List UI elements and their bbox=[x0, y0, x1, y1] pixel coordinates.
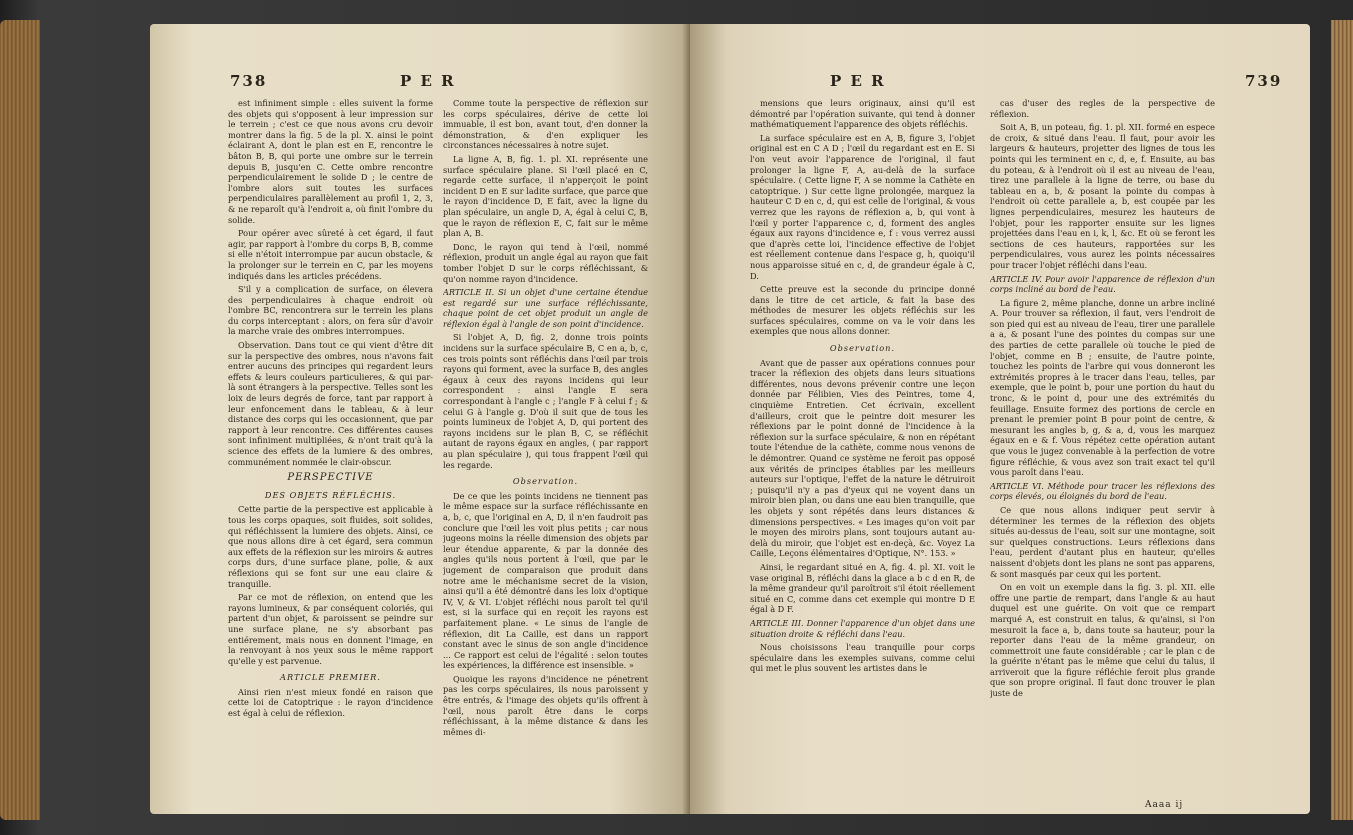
paragraph: Si l'objet A, D, fig. 2, donne trois points incidens sur la surface spéculaire B, C en a, b, c, ces trois points sont réfléchis dans l'œil par trois rayons qui forment, avec la surface B, des angles égaux à ceux des rayons incidens qui leur correspondent : ainsi l'angle E sera correspondant à l'angle c ; l'angle F à celui f ; & celui G à l'angle g. D'où il suit que de tous les points lumineux de l'objet A, D, qui portent des rayons incidens sur le plan B, C, se réfléchit autant de rayons égaux en angles, ( par rapport au plan spéculaire ), qui tous frappent l'œil qui les regarde. bbox=[443, 332, 648, 470]
paragraph: Pour opérer avec sûreté à cet égard, il faut agir, par rapport à l'ombre du corps B, B, comme si elle n'étoit interrompue par aucun obstacle, & la prolonger sur le terrein en C, par les moyens indiqués dans les articles précédens. bbox=[228, 228, 433, 281]
left-page bbox=[150, 24, 690, 814]
section-subheading: DES OBJETS RÉFLÉCHIS. bbox=[264, 489, 397, 500]
paragraph: Avant que de passer aux opérations connues pour tracer la réflexion des objets dans leurs situations différentes, nous devons prévenir contre une leçon donnée par Félibien, Vies des Peintres, tome 4, cinquième Entretien. Cet écrivain, excellent d'ailleurs, croit que le peintre doit mesurer les réflexions par le point donné de l'incidence à la réflexion sur la surface spéculaire, & non en répétant toute l'étendue de la cathète, comme nous venons de le démontrer. Quand ce système ne feroit pas opposé aux vérités de principes établies par les meilleurs auteurs sur l'optique, l'effet de la nature le détruiroit ; puisqu'il n'y a pas d'yeux qui ne voyent dans un miroir bien plan, ou dans une eau bien tranquille, que les objets y sont répétés dans leurs distances & dimensions perspectives. « Les images qu'on voit par le moyen des miroirs plans, sont toujours autant au-delà du miroir, que l'objet est en-deçà, &c. Voyez La Caille, Leçons élémentaires d'Optique, N°. 153. » bbox=[750, 357, 975, 559]
article-heading: ARTICLE VI. Méthode pour tracer les réflexions des corps élevés, ou éloignés du bord de l'eau. bbox=[990, 480, 1215, 502]
paragraph: Par ce mot de réflexion, on entend que les rayons lumineux, & par conséquent coloriés, qui partent d'un objet, & paroissent se peindre sur une surface plane, ne s'y absorbant pas entiérement, mais nous en donnent l'image, en la renvoyant à nos yeux sous le même rapport qu'elle y est parvenue. bbox=[228, 592, 433, 666]
paragraph: Ainsi rien n'est mieux fondé en raison que cette loi de Catoptrique : le rayon d'incidence est égal à celui de réflexion. bbox=[228, 686, 433, 719]
paragraph: La figure 2, même planche, donne un arbre incliné A. Pour trouver sa réflexion, il faut, vers l'endroit de son pied qui est au niveau de l'eau, tirer une parallele a a, & posant l'une des pointes du compas sur une des parties de cette parallele où touche le pied de l'objet, comme en B ; ensuite, de l'autre pointe, touchez les points de l'arbre qui vous donneront les extrémités propres à le tracer dans l'eau, telles, par exemple, que le point b, pour une portion du haut du tronc, & le point d, pour une des extrémités du feuillage. Ensuite formez des portions de cercle en prenant le premier point B pour point de centre, & mesurant les angles b, g, & a, d, vous les marquez égaux en e & f. Vous répétez cette opération autant que vous le jugez convenable à la perfection de votre figure réfléchie, & vous avez son trait exact tel qu'il vous paroît dans l'eau. bbox=[990, 297, 1215, 478]
paragraph: Comme toute la perspective de réflexion sur les corps spéculaires, dérive de cette loi immuable, il est bon, avant tout, d'en donner la démonstration, & d'en expliquer les circonstances nécessaires à notre sujet. bbox=[443, 98, 648, 151]
article-heading: ARTICLE PREMIER. bbox=[280, 672, 381, 683]
paragraph: Soit A, B, un poteau, fig. 1. pl. XII. formé en espece de croix, & situé dans l'eau. Il faut, pour avoir les largeurs & hauteurs, projetter des lignes de tous les points qui les terminent en c, d, e, f. Ensuite, au bas du poteau, & à l'endroit où il est au niveau de l'eau, tirez une parallele à la ligne de terre, ou base du tableau en a, b, & posant la pointe du compas à l'endroit où cette parallele a, b, est coupée par les lignes perpendiculaires, mesurez les hauteurs de l'objet, pour les rapporter ensuite sur les lignes projettées dans l'eau en i, k, l, &c. Et où se feront les sections de ces hauteurs, rapportées sur les perpendiculaires, vous aurez les points nécessaires pour tracer l'objet réfléchi dans l'eau. bbox=[990, 122, 1215, 270]
text-column-2 bbox=[990, 98, 1215, 798]
signature-mark: Aaaa ij bbox=[1145, 800, 1184, 810]
paragraph: cas d'user des regles de la perspective de réflexion. bbox=[990, 98, 1215, 119]
page-number: 739 bbox=[1245, 72, 1283, 90]
paragraph: mensions que leurs originaux, ainsi qu'il est démontré par l'opération suivante, qui tend à donner mathématiquement l'apparence des objets réfléchis. bbox=[750, 98, 975, 130]
paragraph: La ligne A, B, fig. 1. pl. XI. représente une surface spéculaire plane. Si l'œil placé en C, regarde cette surface, il n'apperçoit le point incident D en E sur ladite surface, que parce que le rayon d'incidence D, E fait, avec la ligne du plan spéculaire, un angle D, A, égal à celui C, B, que le rayon de réflexion E, C, fait sur le même plan A, B. bbox=[443, 153, 648, 239]
paragraph: Donc, le rayon qui tend à l'œil, nommé réflexion, produit un angle égal au rayon que fait tomber l'objet D sur le corps réfléchissant, & qu'on nomme rayon d'incidence. bbox=[443, 241, 648, 284]
paragraph: La surface spéculaire est en A, B, figure 3, l'objet original est en C A D ; l'œil du regardant est en E. Si l'on veut avoir l'apparence de l'original, il faut prolonger la ligne F, A, au-delà de la surface spéculaire. ( Cette ligne F, A se nomme la Cathète en catoptrique. ) Sur cette ligne prolongée, marquez la hauteur C D en c, d, qui est celle de l'original, & vous verrez que les rayons de réflexion a, b, qui vont à l'œil y porter l'apparence c, d, forment des angles égaux aux rayons d'incidence e, f : vous verrez aussi que d'après cette loi, l'incidence effective de l'objet est réellement contenue dans l'espace g, h, quoiqu'il nous apparoisse situé en c, d, de grandeur égale à C, D. bbox=[750, 132, 975, 281]
article-heading: ARTICLE III. Donner l'apparence d'un objet dans une situation droite & réfléchi dans l'eau. bbox=[750, 617, 975, 639]
right-page bbox=[690, 24, 1310, 814]
paragraph: Cette preuve est la seconde du principe donné dans le titre de cet article, & fait la base des méthodes de mesurer les objets réfléchis sur les surfaces spéculaires, comme on va le voir dans les exemples que nous allons donner. bbox=[750, 284, 975, 337]
paragraph: Ce que nous allons indiquer peut servir à déterminer les termes de la réflexion des objets situés au-dessus de l'eau, soit sur une montagne, soit sur quelques constructions. Leurs réflexions dans l'eau, perdent d'autant plus en hauteur, qu'elles naissent d'objets dont les plans ne sont pas apparens, & sont masqués par ceux qui les portent. bbox=[990, 504, 1215, 579]
paragraph: est infiniment simple : elles suivent la forme des objets qui s'opposent à leur impression sur le terrein ; c'est ce que nous avons cru devoir montrer dans la fig. 5 de la pl. X. ainsi le point éclairant A, dont le plan est en E, rencontre le bâton B, B, qui porte une ombre sur le terrein depuis B, jusqu'en C. Cette ombre rencontre perpendiculairement le solide D ; le centre de l'ombre alors suit toutes les surfaces perpendiculaires parallèlement au profil 1, 2, 3, & ne reparoît qu'à l'endroit a, où finit l'ombre du solide. bbox=[228, 98, 433, 225]
section-heading: PERSPECTIVE bbox=[287, 472, 374, 484]
observation-heading: Observation. bbox=[829, 343, 896, 354]
paragraph: Quoique les rayons d'incidence ne pénetrent pas les corps spéculaires, ils nous paroissent y être entrés, & l'image des objets qu'ils offrent à l'œil, nous paroît être dans le corps réfléchissant, à la même distance & dans les mêmes di- bbox=[443, 673, 648, 737]
paragraph: Cette partie de la perspective est applicable à tous les corps opaques, soit fluides, soit solides, qui réfléchissent la lumiere des objets. Ainsi, ce que nous allons dire à cet égard, sera commun aux effets de la réflexion sur les miroirs & autres corps durs, d'une surface plane, polie, & aux réflexions qui se font sur une eau claire & tranquille. bbox=[228, 504, 433, 589]
paragraph: On en voit un exemple dans la fig. 3. pl. XII. elle offre une partie de rempart, dans l'angle & au haut duquel est une guérite. On voit que ce rempart marqué A, est construit en talus, & qu'ainsi, si l'on mesuroit la face a, b, dans toute sa hauteur, pour la reporter dans l'eau de la même grandeur, on commettroit une faute considérable ; car le plan c de la guérite n'étant pas le même que celui du talus, il arriveroit que la figure réfléchie feroit plus grande que son propre original. Il faut donc trouver le plan juste de bbox=[990, 582, 1215, 699]
page-number: 738 bbox=[230, 72, 268, 90]
paragraph: De ce que les points incidens ne tiennent pas le même espace sur la surface réfléchissante en a, b, c, que l'original en A, D, il n'en faudroit pas conclure que l'œil les voit plus petits ; car nous jugeons moins la réelle dimension des objets par leur étendue apparente, & par la donnée des angles qu'ils nous portent à l'œil, que par le jugement de comparaison que produit dans notre ame le méchanisme secret de la vision, ainsi qu'il a été démontré dans les loix d'optique IV, V, & VI. L'objet réfléchi nous paroît tel qu'il est, si la surface qui en reçoit les rayons est parfaitement plane. « Le sinus de l'angle de réflexion, dit La Caille, est dans un rapport constant avec le sinus de son angle d'incidence ... Ce rapport est celui de l'égalité : selon toutes les expériences, la différence est insensible. » bbox=[443, 490, 648, 671]
paragraph: S'il y a complication de surface, on élevera des perpendiculaires à chaque endroit où l'ombre BC, rencontrera sur le terrein les plans du corps interceptant : alors, on fera sûr d'avoir la marche vraie des ombres interrompues. bbox=[228, 284, 433, 337]
article-heading: ARTICLE IV. Pour avoir l'apparence de réflexion d'un corps incliné au bord de l'eau. bbox=[990, 273, 1215, 295]
running-head: P E R bbox=[830, 72, 886, 90]
text-column-1 bbox=[228, 98, 433, 798]
paragraph: Ainsi, le regardant situé en A, fig. 4. pl. XI. voit le vase original B, réfléchi dans la glace a b c d en R, de la même grandeur qu'il paroîtroit s'il étoit réellement situé en C, comme dans cet exemple qui montre D E égal à D F. bbox=[750, 561, 975, 615]
observation-heading: Observation. bbox=[512, 476, 579, 487]
paragraph: Observation. Dans tout ce qui vient d'être dit sur la perspective des ombres, nous n'avons fait entrer aucuns des principes qui regardent leurs effets & leurs couleurs particulieres, & qui par-là sont étrangers à la perspective. Telles sont les loix de leurs degrés de force, tant par rapport à leur enfoncement dans le tableau, & à leur distance des corps qui les occasionnent, que par rapport à leur rencontre. Ces différentes causes sont infiniment multipliées, & n'ont trait qu'à la science des effets de la lumiere & des ombres, communément nommée le clair-obscur. bbox=[228, 340, 433, 467]
running-head: P E R bbox=[400, 72, 456, 90]
text-column-1 bbox=[750, 98, 975, 798]
text-column-2 bbox=[443, 98, 648, 798]
book-edge-right bbox=[1331, 20, 1353, 820]
article-heading: ARTICLE II. Si un objet d'une certaine étendue est regardé sur une surface réfléchissante, chaque point de cet objet produit un angle de réflexion égal à l'angle de son point d'incidence. bbox=[443, 287, 648, 329]
book-edge-left bbox=[0, 20, 40, 820]
paragraph: Nous choisissons l'eau tranquille pour corps spéculaire dans les exemples suivans, comme celui qui met le plus souvent les artistes dans le bbox=[750, 642, 975, 674]
